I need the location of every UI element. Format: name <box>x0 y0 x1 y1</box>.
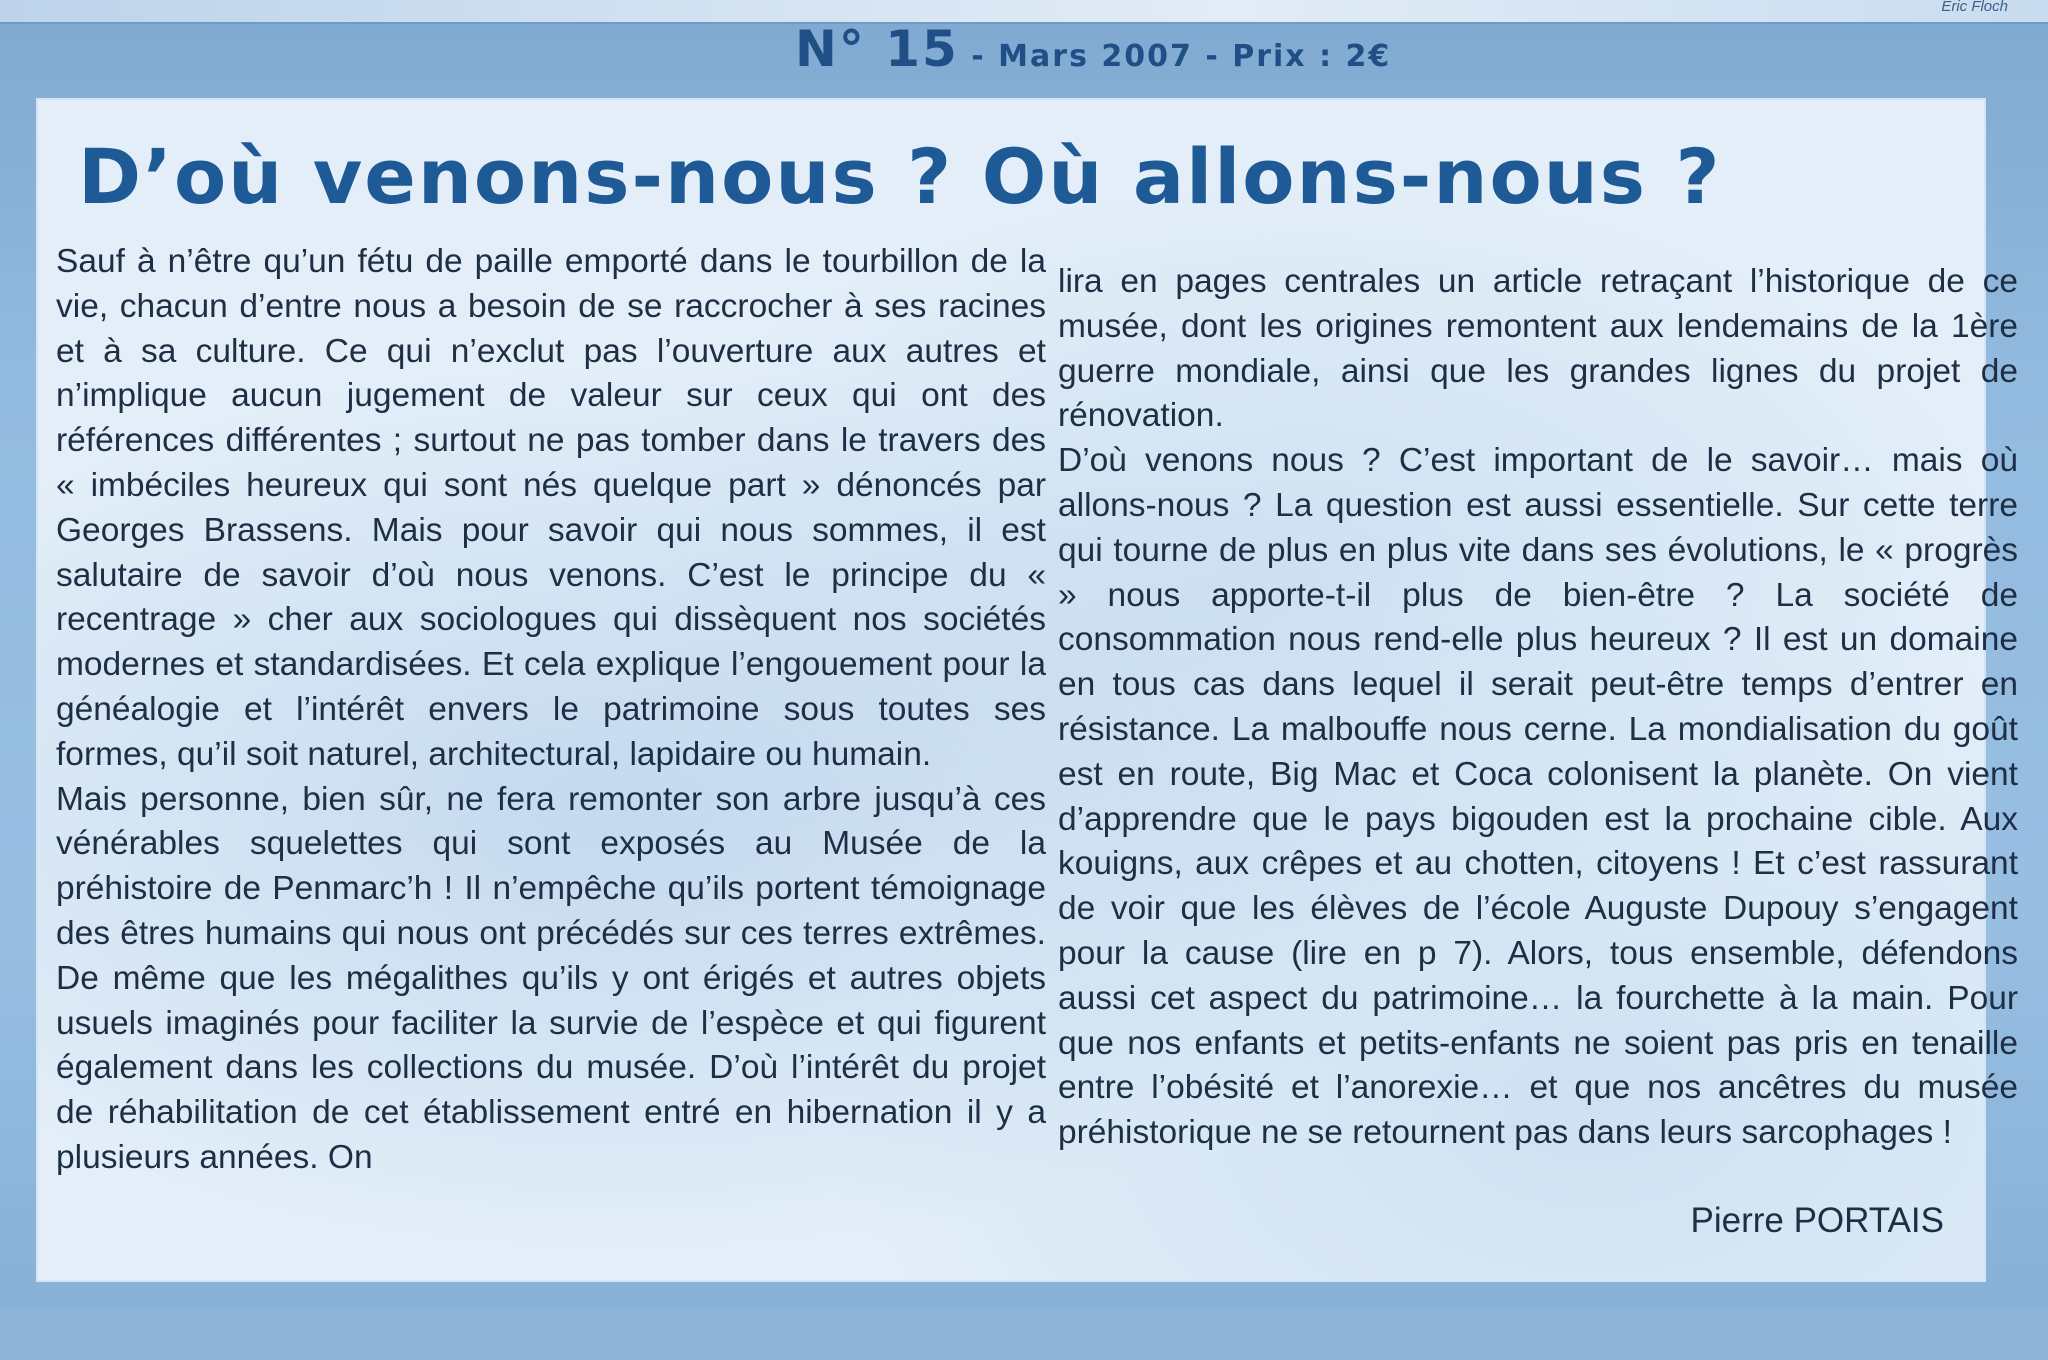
issue-number: N° 15 <box>795 20 959 78</box>
article-panel <box>38 100 2018 1280</box>
photo-credit: Eric Floch <box>1941 0 2008 15</box>
headline: D’où venons-nous ? Où allons-nous ? <box>78 132 1722 221</box>
paragraph: lira en pages centrales un article retraçant l’historique de ce musée, dont les origines remontent aux lendemains de la 1ère guerre mondiale, ainsi que les grandes lignes du projet de rénovation. <box>1058 263 2018 435</box>
article-column-left <box>56 240 1046 1340</box>
issue-date-price: - Mars 2007 - Prix : 2€ <box>958 39 1392 74</box>
paragraph: D’où venons nous ? C’est important de le savoir… mais où allons-nous ? La question est aussi essentielle. Sur cette terre qui tourne de plus en plus vite dans ses évolutions, le « progrès » nous apporte-t-il plus de bien-être ? La société de consommation nous rend-elle plus heureux ? Il est un domaine en tous cas dans lequel il serait peut-être temps d’entrer en résistance. La malbouffe nous cerne. La mondialisation du goût est en route, Big Mac et Coca colonisent la planète. On vient d’apprendre que le pays bigouden est la prochaine cible. Aux kouigns, aux crêpes et au chotten, citoyens ! Et c’est rassurant de voir que les élèves de l’école Auguste Dupouy s’engagent pour la cause (lire en p 7). Alors, tous ensemble, défendons aussi cet aspect du patrimoine… la fourchette à la main. Pour que nos enfants et petits-enfants ne soient pas pris en tenaille entre l’obésité et l’anorexie… et que nos ancêtres du musée préhistorique ne se retournent pas dans leurs sarcophages ! <box>1058 442 2018 1152</box>
paragraph: Sauf à n’être qu’un fétu de paille emporté dans le tourbillon de la vie, chacun d’entre nous a besoin de se raccrocher à ses racines et à sa culture. Ce qui n’exclut pas l’ouverture aux autres et n’implique aucun jugement de valeur sur ceux qui ont des références différentes ; surtout ne pas tomber dans le travers des « imbéciles heureux qui sont nés quelque part » dénoncés par Georges Brassens. Mais pour savoir qui nous sommes, il est salutaire de savoir d’où nous venons. C’est le principe du « recentrage » cher aux sociologues qui dissèquent nos sociétés modernes et standardisées. Et cela explique l’engouement pour la généalogie et l’intérêt envers le patrimoine sous toutes ses formes, qu’il soit naturel, architectural, lapidaire ou humain. <box>56 243 1046 773</box>
issue-line <box>795 20 1391 100</box>
author-signature: Pierre PORTAIS <box>1690 1201 1944 1240</box>
paragraph: Mais personne, bien sûr, ne fera remonter son arbre jusqu’à ces vénérables squelettes qui sont exposés au Musée de la préhistoire de Penmarc’h ! Il n’empêche qu’ils portent témoignage des êtres humains qui nous ont précédés sur ces terres extrêmes. De même que les mégalithes qu’ils y ont érigés et autres objets usuels imaginés pour faciliter la survie de l’espèce et qui figurent également dans les collections du musée. D’où l’intérêt du projet de réhabilitation de cet établissement entré en hibernation il y a plusieurs années. On <box>56 780 1046 1176</box>
article-column-right <box>1058 260 2018 1360</box>
